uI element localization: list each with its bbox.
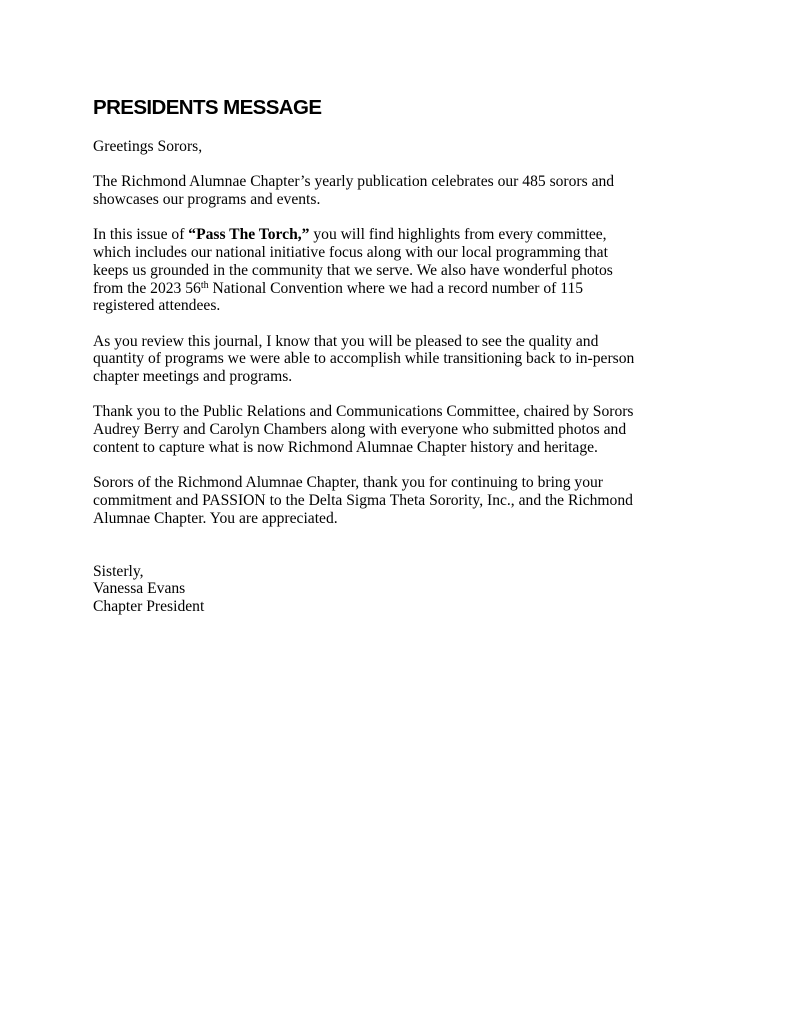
paragraph-line: The Richmond Alumnae Chapter’s yearly publication celebrates our 485 sorors and	[93, 173, 615, 191]
paragraph-line: quantity of programs we were able to accomplish while transitioning back to in-person	[93, 350, 635, 368]
paragraph-line: Alumnae Chapter. You are appreciated.	[93, 509, 338, 527]
issue-intro-rest: you will find highlights from every committee,	[309, 226, 607, 244]
paragraph-line: commitment and PASSION to the Delta Sigma Theta Sorority, Inc., and the Richmond	[93, 491, 633, 509]
paragraph-line: showcases our programs and events.	[93, 191, 321, 209]
convention-year-text: from the 2023 56	[93, 279, 201, 297]
ordinal-suffix: th	[200, 279, 209, 291]
paragraph-line: chapter meetings and programs.	[93, 368, 293, 386]
paragraph-thanks	[93, 403, 713, 456]
paragraph-line	[93, 226, 713, 244]
issue-intro-text: In this issue of	[93, 226, 189, 244]
paragraph-line: As you review this journal, I know that you will be pleased to see the quality and	[93, 332, 599, 350]
convention-text: National Convention where we had a record number of 115	[208, 279, 584, 297]
paragraph-line: registered attendees.	[93, 297, 221, 315]
greeting	[93, 138, 713, 156]
paragraph-review	[93, 333, 713, 386]
paragraph-line: which includes our national initiative focus along with our local programming that	[93, 244, 608, 262]
paragraph-issue	[93, 226, 713, 315]
page-title: PRESIDENTS MESSAGE	[93, 96, 322, 119]
signoff-name: Vanessa Evans	[93, 580, 186, 598]
signoff-block	[93, 563, 713, 616]
paragraph-publication	[93, 173, 713, 208]
issue-title: “Pass The Torch,”	[188, 226, 310, 244]
greeting-line: Greetings Sorors,	[93, 138, 203, 155]
paragraph-line	[93, 280, 713, 298]
paragraph-line: Thank you to the Public Relations and Communications Committee, chaired by Sorors	[93, 403, 634, 421]
paragraph-line: Sorors of the Richmond Alumnae Chapter, thank you for continuing to bring your	[93, 474, 603, 492]
paragraph-line: Audrey Berry and Carolyn Chambers along with everyone who submitted photos and	[93, 421, 627, 439]
signoff-closing: Sisterly,	[93, 562, 144, 580]
paragraph-appreciation	[93, 474, 713, 527]
paragraph-line: content to capture what is now Richmond Alumnae Chapter history and heritage.	[93, 438, 598, 456]
paragraph-line: keeps us grounded in the community that we serve. We also have wonderful photos	[93, 261, 613, 279]
signoff-role: Chapter President	[93, 598, 205, 616]
message-body	[93, 138, 713, 616]
